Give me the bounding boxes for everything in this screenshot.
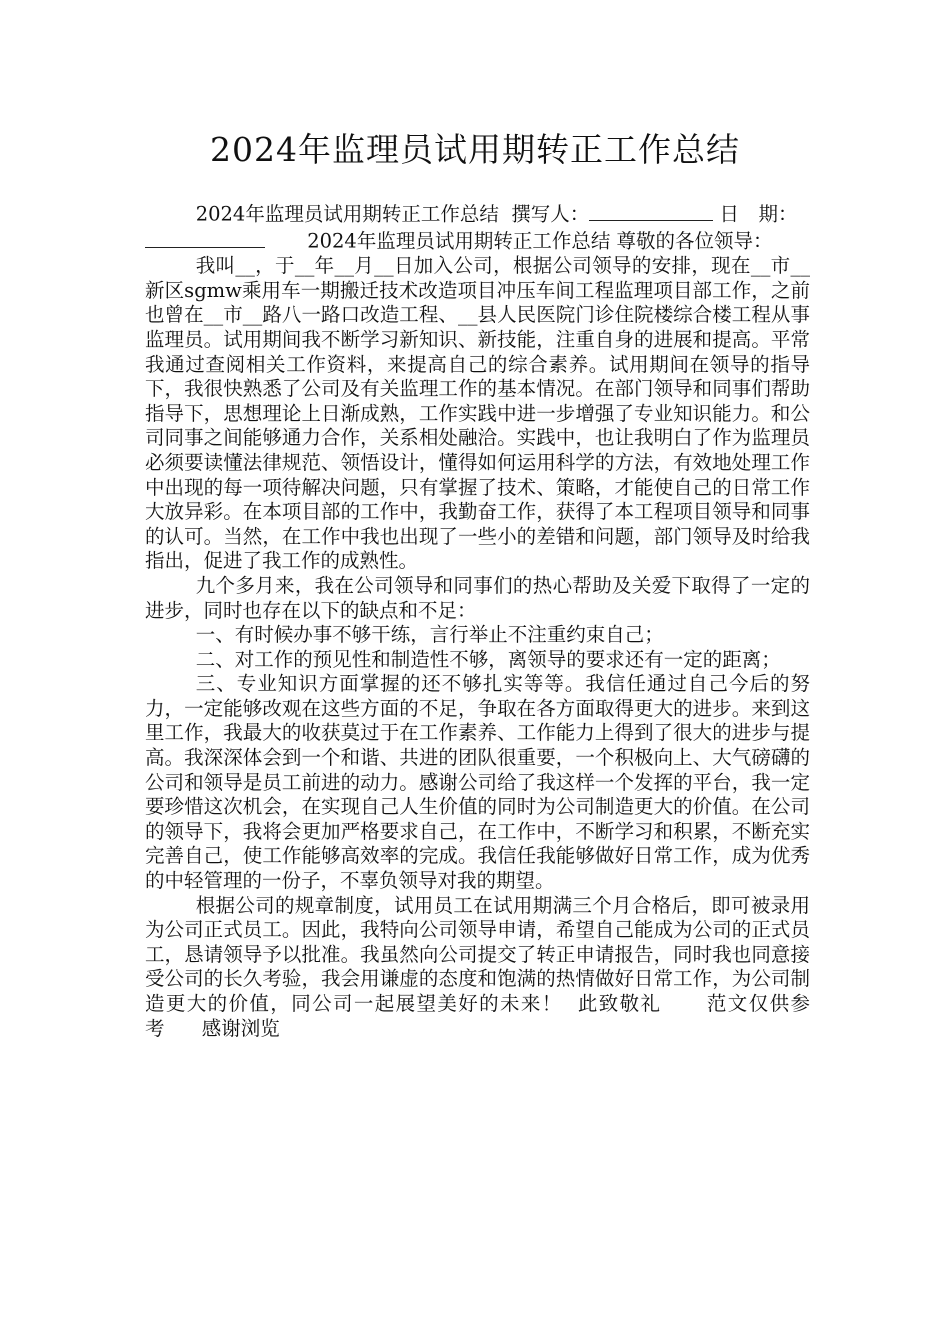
salutation: 尊敬的各位领导： [616,229,773,253]
document-body [145,200,810,1041]
footer-note: 范文仅供参考 [145,992,810,1040]
header-block [145,200,810,254]
paragraph-text: 根据公司的规章制度，试用员工在试用期满三个月合格后，即可被录用为公司正式员工。因此，我特向公司领导申请，希望自己能成为公司的正式员工，恳请领导予以批准。我虽然向公司提交了转正申请报告，同时我也同意接受公司的长久考验，我会用谦虚的态度和饱满的热情做好日常工作，为公司制造更大的价值，同公司一起展望美好的未来！ [145,893,810,1015]
paragraph: 三、专业知识方面掌握的还不够扎实等等。我信任通过自己今后的努力，一定能够改观在这些方面的不足，争取在各方面取得更大的进步。来到这里工作，我最大的收获莫过于在工作素养、工作能力上得到了很大的进步与提高。我深深体会到一个和谐、共进的团队很重要，一个积极向上、大气磅礴的公司和领导是员工前进的动力。感谢公司给了我这样一个发挥的平台，我一定要珍惜这次机会，在实现自己人生价值的同时为公司制造更大的价值。在公司的领导下，我将会更加严格要求自己，在工作中，不断学习和积累，不断充实完善自己，使工作能够高效率的完成。我信任我能够做好日常工作，成为优秀的中轻管理的一份子，不辜负领导对我的期望。 [145,672,810,893]
list-item: 二、对工作的预见性和制造性不够，离领导的要求还有一定的距离； [195,647,781,671]
date-label: 日 期： [719,202,798,226]
author-label: 撰写人： [511,202,590,226]
header-title-repeat: 2024年监理员试用期转正工作总结 [195,202,499,226]
header-title-repeat-2: 2024年监理员试用期转正工作总结 [307,229,611,253]
author-blank [589,200,713,221]
document-title: 2024年监理员试用期转正工作总结 [210,130,740,169]
list-item: 一、有时候办事不够干练，言行举止不注重约束自己； [195,623,664,647]
date-blank [145,227,265,248]
closing-salutation: 此致敬礼 [577,992,662,1015]
closing-paragraph [145,894,810,1042]
footer-note: 感谢浏览 [201,1016,280,1040]
paragraph: 九个多月来，我在公司领导和同事们的热心帮助及关爱下取得了一定的进步，同时也存在以下的缺点和不足： [145,573,810,622]
paragraph: 我叫__，于__年__月__日加入公司，根据公司领导的安排，现在__市__新区sgmw乘用车一期搬迁技术改造项目冲压车间工程监理项目部工作，之前也曾在__市__路八一路口改造工程、__县人民医院门诊住院楼综合楼工程从事监理员。试用期间我不断学习新知识、新技能，注重自身的进展和提高。平常我通过查阅相关工作资料，来提高自己的综合素养。试用期间在领导的指导下，我很快熟悉了公司及有关监理工作的基本情况。在部门领导和同事们帮助指导下，思想理论上日渐成熟，工作实践中进一步增强了专业知识能力。和公司同事之间能够通力合作，关系相处融洽。实践中，也让我明白了作为监理员必须要读懂法律规范、领悟设计，懂得如何运用科学的方法，有效地处理工作中出现的每一项待解决问题，只有掌握了技术、策略，才能使自己的日常工作大放异彩。在本项目部的工作中，我勤奋工作，获得了本工程项目领导和同事的认可。当然，在工作中我也出现了一些小的差错和问题，部门领导及时给我指出，促进了我工作的成熟性。 [145,254,810,573]
